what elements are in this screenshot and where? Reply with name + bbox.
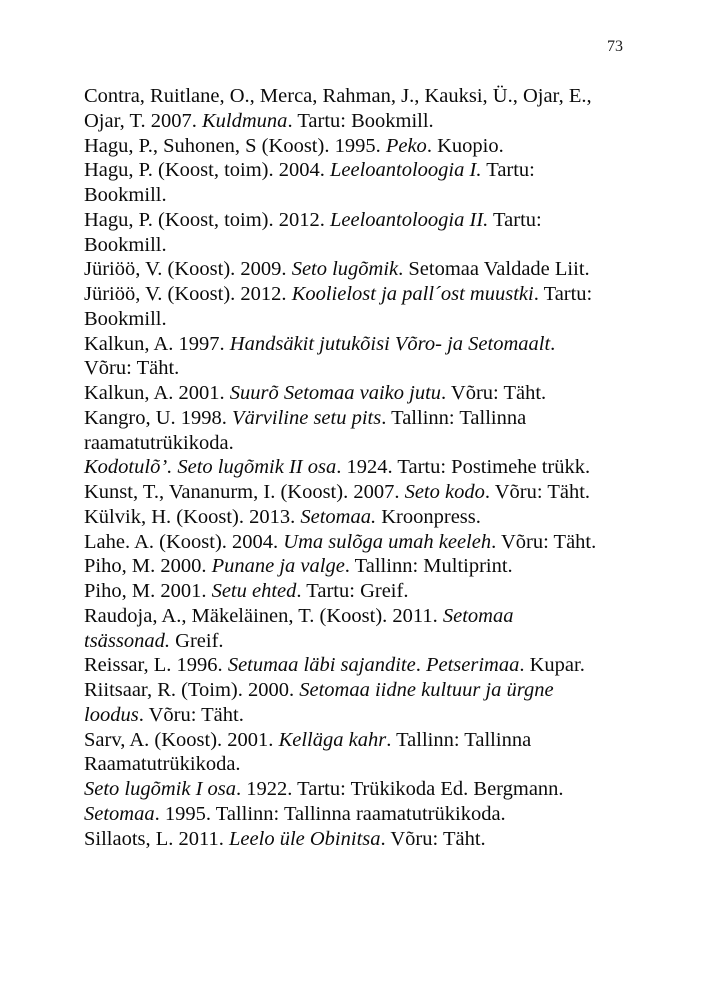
text-segment: Hagu, P., Suhonen, S (Koost). 1995.	[84, 134, 386, 157]
title-segment: Uma sulõga umah keeleh	[283, 530, 492, 553]
title-segment: Kodotulõ’. Seto lugõmik II osa	[84, 456, 337, 479]
bibliography-line	[84, 703, 654, 728]
text-segment: .	[550, 332, 556, 355]
text-segment: . 1995. Tallinn: Tallinna raamatutrükikoda.	[154, 802, 506, 825]
text-segment: Tartu:	[481, 159, 535, 182]
bibliography-line	[84, 554, 654, 579]
bibliography-line	[84, 307, 654, 332]
bibliography-line	[84, 183, 654, 208]
bibliography-line	[84, 109, 654, 134]
bibliography-line	[84, 84, 654, 109]
title-segment: Petserimaa	[425, 654, 520, 677]
text-segment: Külvik, H. (Koost). 2013.	[84, 505, 301, 528]
text-segment: . Kuopio.	[426, 134, 504, 157]
bibliography-line	[84, 332, 654, 357]
bibliography-line	[84, 530, 654, 555]
text-segment: Kunst, T., Vananurm, I. (Koost). 2007.	[84, 481, 405, 503]
bibliography-line	[84, 455, 654, 480]
title-segment: tsässonad.	[84, 629, 171, 652]
title-segment: loodus	[84, 703, 139, 726]
title-segment: Seto lugõmik I osa	[84, 778, 237, 800]
text-segment: Greif.	[170, 629, 224, 652]
bibliography-line	[84, 678, 654, 703]
text-segment: Contra, Ruitlane, O., Merca, Rahman, J., Kauksi, Ü., Ojar, E.,	[84, 85, 592, 107]
text-segment: Sillaots, L. 2011.	[84, 827, 230, 850]
text-segment: . Võru: Täht.	[380, 827, 486, 850]
text-segment: Raudoja, A., Mäkeläinen, T. (Koost). 2011.	[84, 604, 443, 627]
text-segment: . Tallinn: Tallinna	[386, 728, 532, 751]
title-segment: Setomaa.	[300, 505, 377, 528]
text-segment: Kangro, U. 1998.	[84, 406, 233, 429]
bibliography-line	[84, 406, 654, 431]
text-segment: Hagu, P. (Koost, toim). 2004.	[84, 159, 330, 182]
text-segment: . Võru: Täht.	[138, 703, 244, 726]
title-segment: Leeloantoloogia I.	[330, 159, 482, 182]
text-segment: Kalkun, A. 1997.	[84, 332, 230, 355]
text-segment: . Tallinn: Multiprint.	[344, 555, 513, 578]
bibliography-line	[84, 579, 654, 604]
title-segment: Kuldmuna	[202, 109, 288, 132]
text-segment: . Tallinn: Tallinna	[381, 406, 527, 429]
text-segment: . Tartu: Bookmill.	[287, 109, 434, 132]
page-number: 73	[607, 38, 623, 55]
title-segment: Koolielost ja pall´ost muustki	[291, 283, 534, 305]
text-segment: Kroonpress.	[376, 505, 481, 528]
text-segment: . 1922. Tartu: Trükikoda Ed. Bergmann.	[236, 778, 564, 800]
text-segment: Bookmill.	[84, 184, 167, 206]
text-segment: Tartu:	[488, 208, 542, 231]
title-segment: Setomaa	[84, 802, 155, 825]
text-segment: . Tartu:	[533, 283, 593, 305]
text-segment: . Võru: Täht.	[491, 530, 597, 553]
bibliography-line	[84, 381, 654, 406]
text-segment: Hagu, P. (Koost, toim). 2012.	[84, 208, 330, 231]
title-segment: Värviline setu pits	[232, 406, 382, 429]
bibliography-line	[84, 728, 654, 753]
title-segment: Kelläga kahr	[278, 728, 387, 751]
text-segment: Ojar, T. 2007.	[84, 109, 202, 132]
text-segment: . Tartu: Greif.	[296, 580, 409, 602]
text-segment: . Võru: Täht.	[441, 382, 547, 404]
text-segment: Jüriöö, V. (Koost). 2012.	[84, 283, 292, 305]
text-segment: Piho, M. 2001.	[84, 580, 212, 602]
title-segment: Seto kodo	[404, 481, 485, 503]
title-segment: Leelo üle Obinitsa	[229, 827, 381, 850]
title-segment: Setomaa iidne kultuur ja ürgne	[299, 679, 554, 701]
bibliography-line	[84, 208, 654, 233]
bibliography-line	[84, 604, 654, 629]
text-segment: . Võru: Täht.	[484, 481, 591, 503]
title-segment: Setu ehted	[211, 580, 297, 602]
bibliography	[84, 84, 654, 851]
bibliography-line	[84, 777, 654, 802]
text-segment: Reissar, L. 1996.	[84, 654, 228, 677]
bibliography-line	[84, 802, 654, 827]
title-segment: Setomaa	[442, 604, 514, 627]
bibliography-line	[84, 752, 654, 777]
text-segment: Bookmill.	[84, 307, 167, 330]
bibliography-line	[84, 282, 654, 307]
bibliography-line	[84, 257, 654, 282]
text-segment: . 1924. Tartu: Postimehe trükk.	[336, 456, 591, 479]
text-segment: Lahe. A. (Koost). 2004.	[84, 530, 284, 553]
text-segment: raamatutrükikoda.	[84, 431, 234, 454]
bibliography-line	[84, 158, 654, 183]
title-segment: Leeloantoloogia II.	[330, 208, 489, 231]
bibliography-line	[84, 134, 654, 159]
text-segment: Jüriöö, V. (Koost). 2009.	[84, 258, 292, 281]
text-segment: Riitsaar, R. (Toim). 2000.	[84, 679, 300, 701]
bibliography-line	[84, 505, 654, 530]
text-segment: Sarv, A. (Koost). 2001.	[84, 728, 279, 751]
bibliography-line	[84, 827, 654, 852]
text-segment: Raamatutrükikoda.	[84, 753, 241, 776]
bibliography-line	[84, 629, 654, 654]
bibliography-line	[84, 233, 654, 258]
text-segment: Kalkun, A. 2001.	[84, 382, 230, 404]
title-segment: Seto lugõmik	[291, 258, 399, 281]
text-segment: .	[415, 654, 426, 677]
text-segment: Bookmill.	[84, 233, 167, 256]
title-segment: Punane ja valge	[211, 555, 345, 578]
title-segment: Suurõ Setomaa vaiko jutu	[229, 382, 442, 404]
title-segment: Peko	[385, 134, 427, 157]
bibliography-line	[84, 480, 654, 505]
bibliography-line	[84, 653, 654, 678]
text-segment: . Setomaa Valdade Liit.	[398, 258, 590, 281]
bibliography-line	[84, 431, 654, 456]
title-segment: Setumaa läbi sajandite	[227, 654, 416, 677]
bibliography-line	[84, 356, 654, 381]
text-segment: Piho, M. 2000.	[84, 555, 212, 578]
text-segment: Võru: Täht.	[84, 357, 180, 380]
text-segment: . Kupar.	[519, 654, 585, 677]
title-segment: Handsäkit jutukõisi Võro- ja Setomaalt	[229, 332, 551, 355]
